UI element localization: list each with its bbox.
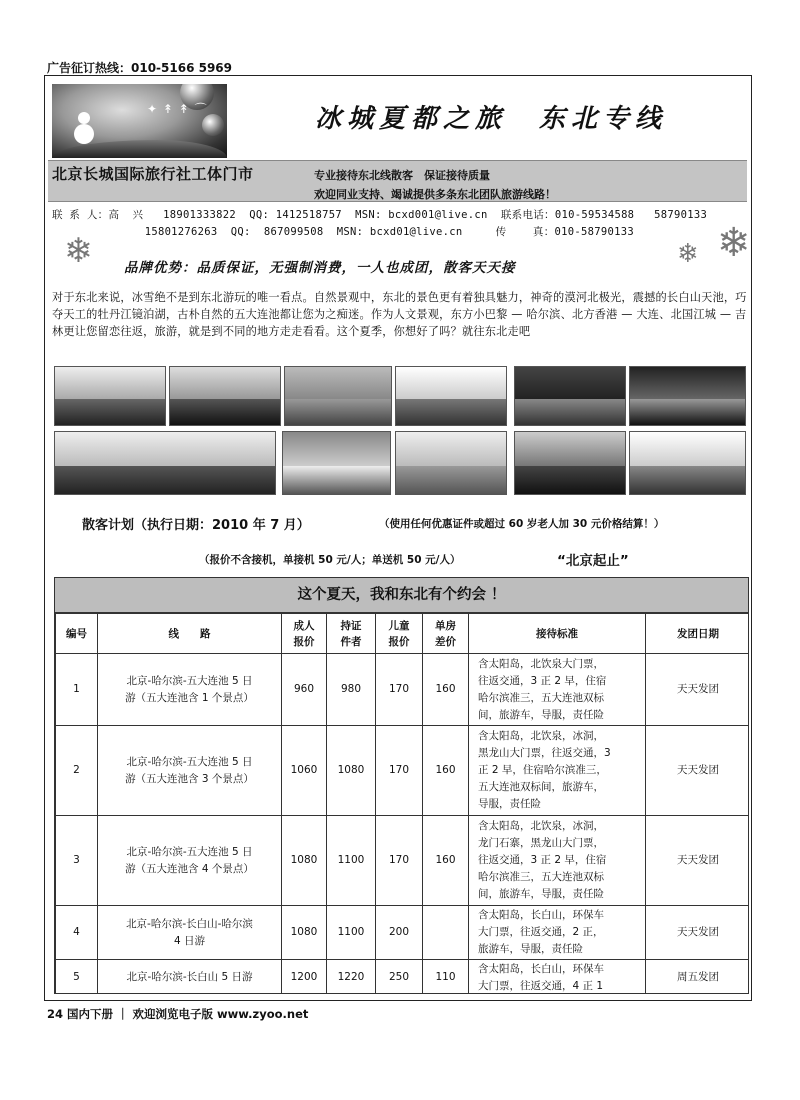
header-adult-price: 成人 报价 xyxy=(282,614,327,654)
snowflake-icon: ❄ xyxy=(717,220,751,266)
cell-no: 3 xyxy=(56,816,98,906)
table-header-row xyxy=(56,614,750,654)
tour-price-table xyxy=(54,577,749,994)
price-note: （报价不含接机，单接机 50 元/人；单送机 50 元/人） xyxy=(199,554,461,566)
cell-cert: 1080 xyxy=(327,726,376,816)
page-headline: 冰城夏都之旅 东北专线 xyxy=(315,104,668,134)
snowflake-icon: ❄ xyxy=(64,231,93,271)
cell-standard: 含太阳岛，北饮泉，冰洞， 黑龙山大门票，往返交通，3 正 2 早，住宿哈尔滨准三， 五大连池双标间，旅游车， 导服，责任险 xyxy=(469,726,646,816)
drummers-photo xyxy=(514,366,626,426)
cell-child: 170 xyxy=(376,816,423,906)
intro-paragraph: 对于东北来说，冰雪绝不是到东北游玩的唯一看点。自然景观中，东北的景色更有着独具魅力，神奇的漠河北极光，震撼的长白山天池，巧夺天工的牡丹江镜泊湖，古朴自然的五大连池都让您为之痴迷。作为人文景观，东方小巴黎 — 哈尔滨、北方香港 — 大连、北国江城 — 吉林更让您留恋往返，旅游，就是到不同的地方走走看看。这个夏季，你想好了吗？就往东北走吧 xyxy=(52,291,747,338)
cell-route: 北京-哈尔滨-五大连池 5 日 游（五大连池含 1 个景点） xyxy=(98,654,282,726)
cell-child: 170 xyxy=(376,654,423,726)
landscape-photo xyxy=(54,366,166,426)
cell-adult: 1080 xyxy=(282,906,327,960)
mountain-town-photo xyxy=(629,431,746,495)
cell-no: 4 xyxy=(56,906,98,960)
cell-departure: 天天发团 xyxy=(646,906,750,960)
cell-child: 250 xyxy=(376,960,423,995)
grassland-photo xyxy=(395,366,507,426)
winter-banner-image xyxy=(52,84,227,158)
table-row xyxy=(56,960,750,995)
cell-standard: 含太阳岛，北饮泉大门票， 往返交通，3 正 2 早，住宿 哈尔滨准三，五大连池双标 间，旅游车，导服，责任险 xyxy=(469,654,646,726)
header-departure: 发团日期 xyxy=(646,614,750,654)
cell-route: 北京-哈尔滨-长白山 5 日游 xyxy=(98,960,282,995)
agency-welcome: 欢迎同业支持、竭诚提供多条东北团队旅游线路！ xyxy=(314,188,556,201)
table-row xyxy=(56,654,750,726)
contact-line-1: 联 系 人：高 兴 18901333822 QQ: 1412518757 MSN: bcxd001@live.cn 联系电话：010-59534588 58790133 xyxy=(52,209,708,221)
page-footer: 24 国内下册 ｜ 欢迎浏览电子版 www.zyoo.net xyxy=(47,1007,309,1021)
cranes-photo xyxy=(395,431,507,495)
snowman-icon xyxy=(74,112,94,146)
coast-photo xyxy=(284,366,392,426)
cell-route: 北京-哈尔滨-长白山-哈尔滨 4 日游 xyxy=(98,906,282,960)
header-route: 线 路 xyxy=(98,614,282,654)
table-row xyxy=(56,906,750,960)
cell-single xyxy=(423,906,469,960)
cell-departure: 周五发团 xyxy=(646,960,750,995)
header-child-price: 儿童 报价 xyxy=(376,614,423,654)
header-single-room: 单房 差价 xyxy=(423,614,469,654)
cell-route: 北京-哈尔滨-五大连池 5 日 游（五大连池含 3 个景点） xyxy=(98,726,282,816)
cell-child: 200 xyxy=(376,906,423,960)
waterfall-photo xyxy=(282,431,391,495)
cell-adult: 1080 xyxy=(282,816,327,906)
cell-no: 2 xyxy=(56,726,98,816)
cell-adult: 1200 xyxy=(282,960,327,995)
lake-photo xyxy=(54,431,276,495)
header-cert-price: 持证 件者 xyxy=(327,614,376,654)
cell-standard: 含太阳岛，长白山，环保车 大门票，往返交通，2 正， 旅游车，导服，责任险 xyxy=(469,906,646,960)
cell-cert: 1220 xyxy=(327,960,376,995)
cell-route: 北京-哈尔滨-五大连池 5 日 游（五大连池含 4 个景点） xyxy=(98,816,282,906)
origin-label: “北京起止” xyxy=(557,553,629,569)
cell-adult: 1060 xyxy=(282,726,327,816)
sleigh-icon: ✦ ↟ ↟ ⌒ xyxy=(147,102,208,116)
cell-standard: 含太阳岛，长白山，环保车 大门票，往返交通，4 正 1 xyxy=(469,960,646,995)
table-row xyxy=(56,816,750,906)
cell-child: 170 xyxy=(376,726,423,816)
cell-cert: 1100 xyxy=(327,906,376,960)
brand-slogan: 品牌优势：品质保证，无强制消费，一人也成团，散客天天接 xyxy=(124,260,516,276)
snowflake-icon: ❄ xyxy=(677,239,699,269)
table-row xyxy=(56,726,750,816)
contact-line-2: 15801276263 QQ: 867099508 MSN: bcxd01@live.cn 传 真：010-58790133 xyxy=(52,226,634,238)
night-lights-photo xyxy=(629,366,746,426)
cell-standard: 含太阳岛，北饮泉，冰洞， 龙门石寨，黑龙山大门票， 往返交通，3 正 2 早，住宿 哈尔滨准三，五大连池双标 间，旅游车，导服，责任险 xyxy=(469,816,646,906)
church-photo xyxy=(169,366,281,426)
cell-departure: 天天发团 xyxy=(646,816,750,906)
cell-departure: 天天发团 xyxy=(646,726,750,816)
header-standard: 接待标准 xyxy=(469,614,646,654)
temple-roof-photo xyxy=(514,431,626,495)
header-no: 编号 xyxy=(56,614,98,654)
cell-departure: 天天发团 xyxy=(646,654,750,726)
ad-hotline: 广告征订热线：010-5166 5969 xyxy=(47,61,233,75)
plan-note: （使用任何优惠证件或超过 60 岁老人加 30 元价格结算！） xyxy=(379,518,665,530)
cell-single: 110 xyxy=(423,960,469,995)
table-title: 这个夏天，我和东北有个约会 ！ xyxy=(55,578,748,613)
cell-no: 5 xyxy=(56,960,98,995)
cell-single: 160 xyxy=(423,654,469,726)
agency-slogan: 专业接待东北线散客 保证接待质量 xyxy=(314,169,490,182)
cell-cert: 980 xyxy=(327,654,376,726)
cell-no: 1 xyxy=(56,654,98,726)
agency-name: 北京长城国际旅行社工体门市 xyxy=(52,165,254,183)
cell-single: 160 xyxy=(423,726,469,816)
cell-single: 160 xyxy=(423,816,469,906)
plan-title: 散客计划（执行日期：2010 年 7 月） xyxy=(82,518,310,533)
cell-cert: 1100 xyxy=(327,816,376,906)
cell-adult: 960 xyxy=(282,654,327,726)
